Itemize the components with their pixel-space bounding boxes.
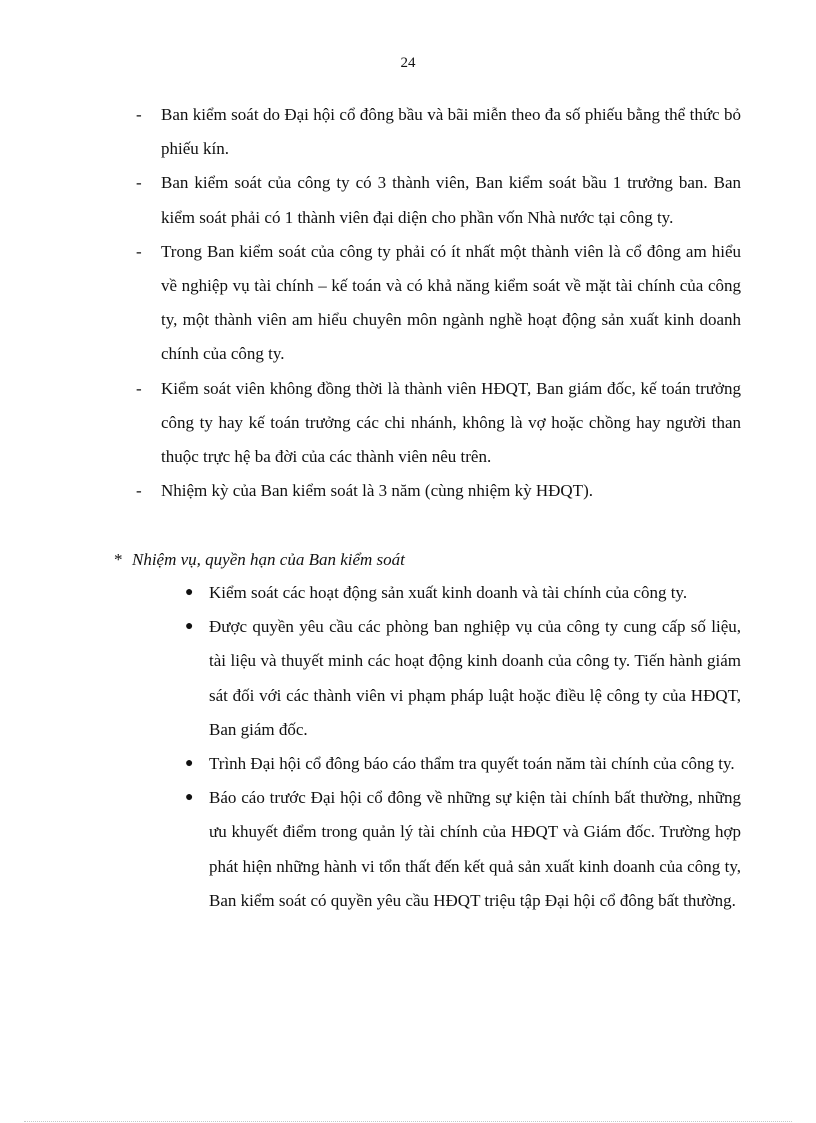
dash-list-item bbox=[0, 98, 741, 166]
list-item-text: Ban kiểm soát của công ty có 3 thành viên, Ban kiểm soát bầu 1 trưởng ban. Ban kiểm soát phải có 1 thành viên đại diện cho phần vốn Nhà nước tại công ty. bbox=[161, 173, 741, 227]
bullet-dot-icon: ● bbox=[185, 619, 194, 635]
list-item-text: Báo cáo trước Đại hội cổ đông về những sự kiện tài chính bất thường, những ưu khuyết điểm trong quản lý tài chính của HĐQT và Giám đốc. Trường hợp phát hiện những hành vi tổn thất đến kết quả sản xuất kinh doanh của công ty, Ban kiểm soát có quyền yêu cầu HĐQT triệu tập Đại hội cổ đông bất thường. bbox=[209, 788, 741, 910]
duties-powers-list bbox=[0, 576, 816, 918]
page-bottom-divider bbox=[24, 1121, 792, 1122]
bullet-list-item bbox=[0, 610, 741, 747]
list-item-text: Trong Ban kiểm soát của công ty phải có ít nhất một thành viên là cổ đông am hiểu về nghiệp vụ tài chính – kế toán và có khả năng kiểm soát về mặt tài chính của công ty, một thành viên am hiểu chuyên môn ngành nghề hoạt động sản xuất kinh doanh chính của công ty. bbox=[161, 241, 741, 364]
bullet-list-item bbox=[0, 747, 741, 781]
list-item-text: Trình Đại hội cổ đông báo cáo thẩm tra quyết toán năm tài chính của công ty. bbox=[209, 754, 735, 774]
dash-list-item bbox=[0, 235, 741, 372]
dash-list-item bbox=[0, 372, 741, 475]
list-item-text: Kiểm soát viên không đồng thời là thành viên HĐQT, Ban giám đốc, kế toán trưởng công ty hay kế toán trưởng các chi nhánh, không là vợ hoặc chồng hay người than thuộc trực hệ ba đời của các thành viên nêu trên. bbox=[161, 378, 741, 467]
dash-list-item bbox=[0, 166, 741, 234]
list-item-text: Kiểm soát các hoạt động sản xuất kinh doanh và tài chính của công ty. bbox=[209, 583, 688, 602]
page-number: 24 bbox=[400, 55, 416, 71]
bullet-dot-icon: ● bbox=[185, 790, 194, 806]
dash-marker: - bbox=[136, 105, 142, 124]
list-item-text: Được quyền yêu cầu các phòng ban nghiệp vụ của công ty cung cấp số liệu, tài liệu và thuyết minh các hoạt động kinh doanh của công ty. Tiến hành giám sát đối với các thành viên vi phạm pháp luật hoặc điều lệ công ty của HĐQT, Ban giám đốc. bbox=[209, 617, 741, 739]
list-item-text: Nhiệm kỳ của Ban kiểm soát là 3 năm (cùng nhiệm kỳ HĐQT). bbox=[161, 481, 593, 501]
bullet-dot-icon: ● bbox=[185, 756, 194, 772]
bullet-list-item bbox=[0, 576, 741, 610]
section-heading-text: Nhiệm vụ, quyền hạn của Ban kiểm soát bbox=[132, 550, 405, 569]
bullet-list-item bbox=[0, 781, 741, 918]
dash-list-item bbox=[0, 474, 741, 508]
dash-marker: - bbox=[136, 241, 142, 261]
section-heading bbox=[114, 543, 754, 577]
dash-marker: - bbox=[136, 378, 142, 398]
list-item-text: Ban kiểm soát do Đại hội cổ đông bầu và bãi miễn theo đa số phiếu bằng thể thức bỏ phiếu kín. bbox=[161, 105, 741, 159]
supervisory-board-rules-list bbox=[0, 98, 816, 508]
dash-marker: - bbox=[136, 481, 142, 501]
bullet-dot-icon: ● bbox=[185, 585, 194, 600]
dash-marker: - bbox=[136, 173, 142, 193]
asterisk-marker: * bbox=[114, 550, 123, 569]
